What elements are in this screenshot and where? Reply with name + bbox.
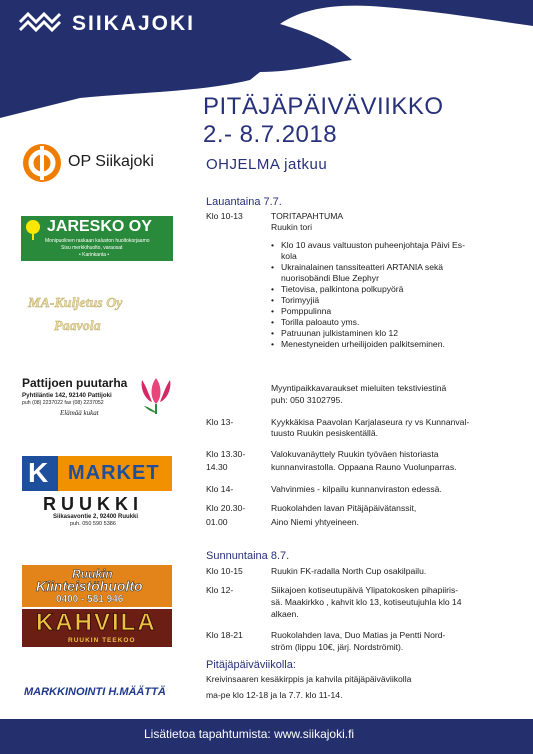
list-item-continued: kola <box>281 251 297 261</box>
event-text: kunnanvirastolla. Oppaana Rauno Vuolunparras. <box>271 462 457 472</box>
jaresko-logo <box>21 216 173 261</box>
kiinteisto-line2: Kiinteistöhuolto <box>36 578 143 594</box>
week-text: Kreivinsaaren kesäkirppis ja kahvila pitäjäpäiväviikolla <box>206 674 412 684</box>
kiinteisto-phone: 0400 - 581 946 <box>56 594 124 605</box>
list-item: • Torilla paloauto yms. <box>281 317 465 328</box>
pattijoen-tagline: Elämää kukat <box>60 409 99 417</box>
op-logo-icon <box>22 143 62 183</box>
jaresko-name: JARESKO OY <box>47 218 152 235</box>
sunday-heading: Sunnuntaina 8.7. <box>206 550 290 562</box>
kahvila-name: KAHVILA <box>36 609 157 636</box>
siikajoki-logo-icon <box>18 10 66 38</box>
event-time: Klo 13.30- <box>206 449 246 459</box>
week-text: ma-pe klo 12-18 ja la 7.7. klo 11-14. <box>206 690 343 700</box>
event-text: Ruokolahden lavan Pitäjäpäivätanssit, <box>271 503 417 513</box>
event-text: TORITAPAHTUMA <box>271 211 344 221</box>
list-item: • Pomppulinna <box>281 306 465 317</box>
ruukki-address: Siikasavontie 2, 92400 Ruukki <box>53 514 139 520</box>
event-text: Kyykkäkisa Paavolan Karjalaseura ry vs Kunnanval- <box>271 417 470 427</box>
event-time: Klo 10-13 <box>206 211 243 221</box>
ma-kuljetus-place: Paavola <box>54 319 101 334</box>
event-text: Ruokolahden lava, Duo Matias ja Pentti Nord- <box>271 630 446 640</box>
list-item: • Torimyyjiä <box>281 295 465 306</box>
pattijoen-phone: puh (08) 2237022 fax (08) 2237052 <box>22 400 104 406</box>
list-item: • Menestyneiden urheilijoiden palkitseminen. <box>281 339 465 350</box>
list-item-continued: nuorisobändi Blue Zephyr <box>281 273 379 283</box>
list-item: • Ukrainalainen tanssiteatteri ARTANIA sekä <box>281 262 465 273</box>
tulip-icon <box>138 376 174 416</box>
note-text: Myyntipaikkavaraukset mieluiten tekstiviestinä <box>271 383 447 393</box>
event-time: Klo 10-15 <box>206 566 243 576</box>
event-text: Vahvinmies - kilpailu kunnanviraston edessä. <box>271 484 442 494</box>
page-title-dates: 2.- 8.7.2018 <box>203 121 338 148</box>
event-text: Ruukin FK-radalla North Cup osakilpailu. <box>271 566 427 576</box>
event-text: ström (lippu 10€, järj. Nordströmit). <box>271 642 404 652</box>
list-item: • Patruunan julkistaminen klo 12 <box>281 328 465 339</box>
op-name: OP Siikajoki <box>68 153 154 170</box>
kiinteistohuolto-logo <box>22 565 172 607</box>
event-text: Aino Niemi yhtyeineen. <box>271 517 359 527</box>
kahvila-sub: RUUKIN TEEKOO <box>68 637 136 644</box>
event-text: sä. Maakirkko , kahvit klo 13, kotiseutujuhla klo 14 <box>271 597 462 607</box>
program-subtitle: OHJELMA jatkuu <box>206 156 328 173</box>
event-text: Siikajoen kotiseutupäivä Ylipatokosken pihapiiris- <box>271 585 459 595</box>
event-time: Klo 20.30- <box>206 503 246 513</box>
ruukki-name: RUUKKI <box>43 494 143 514</box>
event-time: Klo 12- <box>206 585 234 595</box>
event-time: Klo 14- <box>206 484 234 494</box>
list-item <box>281 251 465 262</box>
event-text: tuusto Ruukin pesiskentällä. <box>271 428 379 438</box>
saturday-heading: Lauantaina 7.7. <box>206 196 282 208</box>
event-text: alkaen. <box>271 609 299 619</box>
footer-info-link[interactable]: Lisätietoa tapahtumista: www.siikajoki.fi <box>144 727 355 741</box>
kmarket-k: K <box>28 457 49 488</box>
event-time: Klo 13- <box>206 417 234 427</box>
page-title: PITÄJÄPÄIVÄVIIKKO <box>203 93 444 120</box>
list-item <box>281 273 465 284</box>
jaresko-sub1: Monipuolinen raskaan kaluston huoltokorjaamo <box>45 238 150 244</box>
markkinointi-name: MARKKINOINTI H.MÄÄTTÄ <box>24 686 166 698</box>
event-time-end: 14.30 <box>206 462 228 472</box>
list-item: • Klo 10 avaus valtuuston puheenjohtaja Päivi Es- <box>281 240 465 251</box>
event-text: Valokuvanäyttely Ruukin työväen historiasta <box>271 449 439 459</box>
event-text: Ruukin tori <box>271 222 313 232</box>
brand-name: SIIKAJOKI <box>72 12 196 35</box>
kmarket-name: MARKET <box>68 462 160 484</box>
pattijoen-puutarha-logo <box>22 376 176 421</box>
jaresko-sub2: Sisu merkkihuolto, varaosat <box>61 245 123 251</box>
pattijoen-address: Pyhtiläntie 142, 92140 Pattijoki <box>22 392 112 399</box>
ruukki-phone: puh. 050 590 5386 <box>70 521 116 527</box>
note-phone: puh: 050 3102795. <box>271 395 343 405</box>
saturday-bullet-list <box>271 240 465 350</box>
event-time-end: 01.00 <box>206 517 228 527</box>
jaresko-sub3: • Karinkanta • <box>79 252 110 258</box>
pattijoen-name: Pattijoen puutarha <box>22 376 128 390</box>
list-item: • Tietovisa, palkintona polkupyörä <box>281 284 465 295</box>
ma-kuljetus-name: MA-Kuljetus Oy <box>28 296 123 311</box>
tree-icon <box>24 219 42 241</box>
kahvila-logo <box>22 609 172 647</box>
kmarket-logo <box>22 456 172 491</box>
event-time: Klo 18-21 <box>206 630 243 640</box>
kiinteisto-line1: Ruukin <box>72 567 113 581</box>
op-siikajoki-logo <box>22 143 172 183</box>
week-heading: Pitäjäpäiväviikolla: <box>206 659 296 671</box>
